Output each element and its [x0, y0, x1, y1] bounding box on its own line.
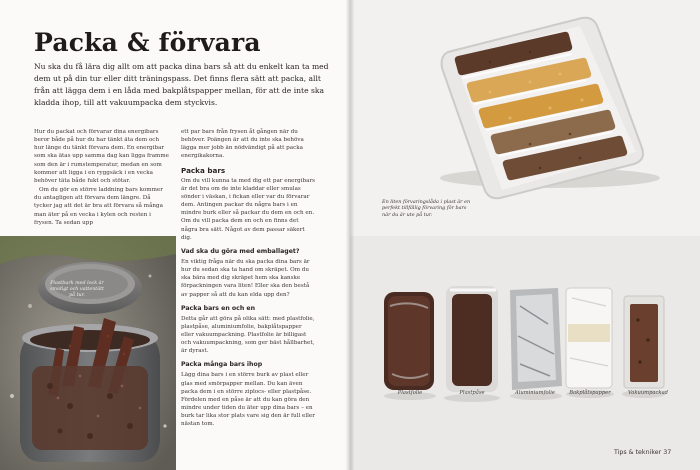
body-column-1 — [34, 128, 169, 228]
body-paragraph: En viktig fråga när du ska packa dina bars är hur du sedan ska ta hand om skräpet. Om du ska bära med dig skräpet hem ska kanske förpackningen vara liten! Eller ska den bestå av papper så att du kan elda upp den? — [181, 258, 310, 298]
page-title: Packa & förvara — [34, 28, 261, 57]
body-paragraph: Hur du packat och förvarar dina energibars beror både på hur du har tänkt äta dem och hur länge du tänkt förvara dem. En energibar som ska ätas upp samma dag kan ligga framme som den är i rumstemperatur, medan en som kommer att ligga i en ryggsäck i en vecka behöver täta både fukt och stötar. — [34, 129, 169, 184]
body-paragraph: Om du gör en större laddning bars kommer du antagligen att förvara dem längre. Då tycker jag att det är bra att förvara så många man äter på en vecka i kylen och resten i frysen. Ta sedan upp — [34, 187, 163, 226]
body-paragraph: Lägg dina bars i en större burk av plast eller glas med smörpapper mellan. Du kan även packa dem i en större ziplocs- eller plastpåse. Fördelen med en påse är att du kan göra den mindre under tiden du äter upp dina bars – en burk tar lika stor plats vare sig den är full eller nästan tom. — [181, 372, 315, 428]
section-heading-emballage: Vad ska du göra med emballaget? — [181, 247, 300, 255]
box-caption: En liten förvaringslåda i plast är en perfekt tillfällig förvaring för bars när du är ute på tur. — [382, 199, 471, 218]
wrap-label-plastpase: Plastpåse — [459, 390, 485, 396]
wrapped-bars-illustration — [350, 236, 700, 470]
wrap-label-aluminiumfolie: Aluminiumfolie — [514, 390, 556, 396]
book-gutter — [346, 0, 354, 470]
body-paragraph: Detta går att göra på olika sätt: med plastfolie, plastpåse, aluminiumfolie, bakplåtspapper eller vakuumpackning. Plastfolie är billigast och vakuumpackning, som ger bäst hållbarhet, är dyrast. — [181, 315, 315, 355]
wrap-label-plastfolie: Plastfolie — [397, 390, 423, 396]
wrapped-bars-photo — [350, 236, 700, 470]
page-footer: Tips & tekniker 37 — [614, 449, 672, 456]
wrap-label-vakuumpackad: Vakuumpackad — [628, 390, 668, 396]
jar-photo-illustration — [0, 236, 176, 470]
section-heading-en-och-en: Packa bars en och en — [181, 304, 255, 312]
section-heading-manga-bars: Packa många bars ihop — [181, 361, 263, 369]
body-paragraph: ett par bars från frysen åt gången när du behöver. Poängen är att du inte ska behöva lägga mer jobb än nödvändigt på att packa energikakorna. — [181, 129, 304, 160]
wrap-label-bakplatspapper: Bakplåtspapper — [569, 390, 611, 396]
lead-paragraph: Nu ska du få lära dig allt om att packa dina bars så att du enkelt kan ta med dem ut på din tur eller ditt träningspass. Det finns flera sätt att packa, allt från att lägga dem i en låda med bakplåtspapper mellan, för att de inte ska kladda ihop, till att vakuumpacka dem styckvis. — [34, 62, 329, 108]
jar-caption: Plastburk med lock är smidigt och vattentätt på tur. — [50, 281, 104, 299]
jar-photo — [0, 236, 176, 470]
section-heading-packa-bars: Packa bars — [181, 165, 226, 175]
body-column-2 — [181, 128, 315, 430]
body-paragraph: Om du vill kunna ta med dig ett par energibars är det bra om de inte kladdar eller smulas sönder i väskan, i fickan eller var du förvarar dem. Antingen packar du några bars i en mindre burk eller så packar du dem en och en. Om du vill packa dem en och en finns det några bra sätt. Något av dem passar säkert dig. — [181, 177, 315, 241]
